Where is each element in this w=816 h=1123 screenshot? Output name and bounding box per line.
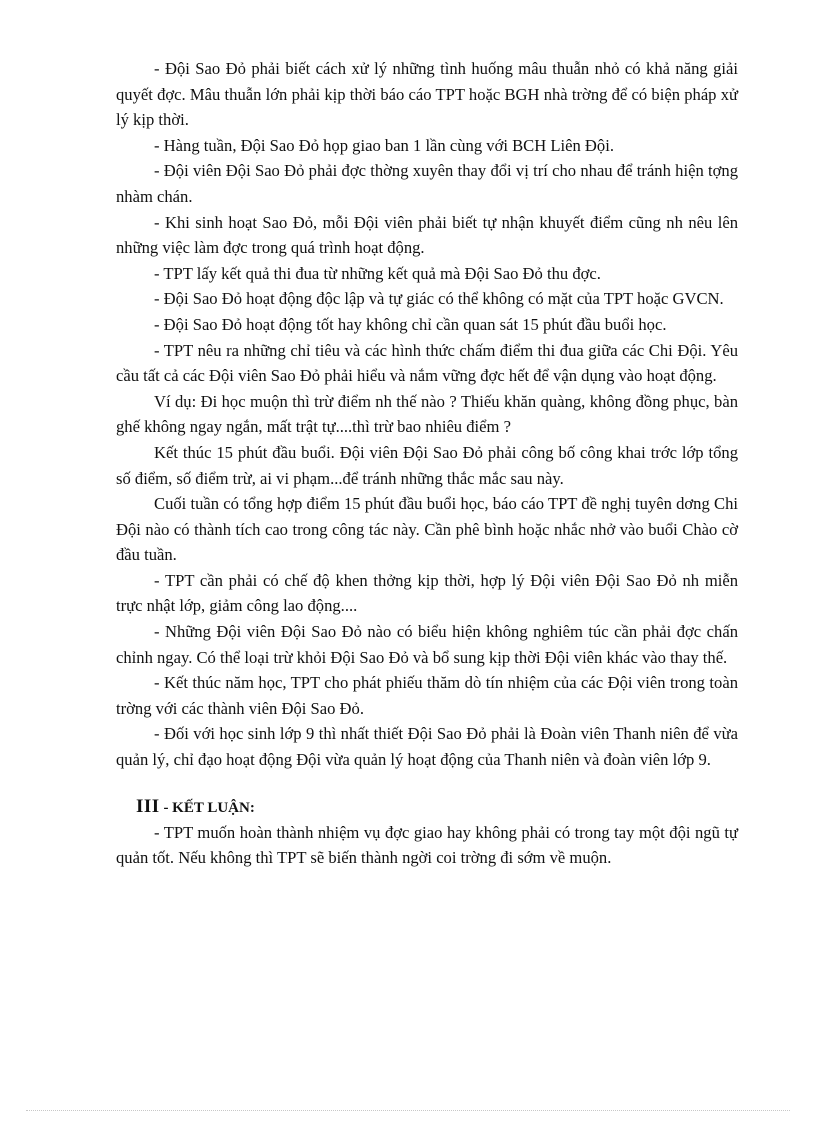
page-bottom-divider: [26, 1110, 790, 1111]
conclusion-paragraph: - TPT muốn hoàn thành nhiệm vụ đợc giao hay không phải có trong tay một đội ngũ tự quản tốt. Nếu không thì TPT sẽ biến thành ngời coi trờng đi sớm về muộn.: [116, 822, 738, 868]
paragraph-2: - Hàng tuần, Đội Sao Đỏ họp giao ban 1 lần cùng với BCH Liên Đội.: [154, 135, 614, 155]
paragraph-4: - Khi sinh hoạt Sao Đỏ, mỗi Đội viên phải biết tự nhận khuyết điểm cũng nh nêu lên những việc làm đợc trong quá trình hoạt động.: [116, 212, 738, 258]
paragraph-1: - Đội Sao Đỏ phải biết cách xử lý những tình huống mâu thuẫn nhỏ có khả năng giải quyết đợc. Mâu thuẫn lớn phải kịp thời báo cáo TPT hoặc BGH nhà trờng để có biện pháp xử lý kịp thời.: [116, 59, 738, 130]
paragraph-5: - TPT lấy kết quả thi đua từ những kết quả mà Đội Sao Đỏ thu đợc.: [154, 263, 601, 283]
paragraph-12: - TPT cần phải có chế độ khen thởng kịp thời, hợp lý Đội viên Đội Sao Đỏ nh miễn trực nhật lớp, giảm công lao động....: [116, 570, 738, 616]
paragraph-9: Ví dụ: Đi học muộn thì trừ điểm nh thế nào ? Thiếu khăn quàng, không đồng phục, bàn ghế không ngay ngắn, mất trật tự....thì trừ bao nhiêu điểm ?: [116, 391, 738, 437]
conclusion-roman-numeral: III: [136, 795, 160, 817]
paragraph-10: Kết thúc 15 phút đầu buổi. Đội viên Đội Sao Đỏ phải công bố công khai trớc lớp tổng số điểm, số điểm trừ, ai vi phạm...để tránh những thắc mắc sau này.: [116, 442, 738, 488]
paragraph-3: - Đội viên Đội Sao Đỏ phải đợc thờng xuyên thay đổi vị trí cho nhau để tránh hiện tợng nhàm chán.: [116, 161, 738, 206]
paragraph-11: Cuối tuần có tổng hợp điểm 15 phút đầu buổi học, báo cáo TPT đề nghị tuyên dơng Chi Đội nào có thành tích cao trong công tác này. Cần phê bình hoặc nhắc nhở vào buổi Chào cờ đầu tuần.: [116, 494, 738, 565]
conclusion-heading: [116, 795, 738, 820]
paragraph-13: - Những Đội viên Đội Sao Đỏ nào có biểu hiện không nghiêm túc cần phải đợc chấn chỉnh ngay. Có thể loại trừ khỏi Đội Sao Đỏ và bổ sung kịp thời Đội viên khác vào thay thế.: [116, 622, 738, 667]
conclusion-title: - KẾT LUẬN:: [159, 799, 255, 816]
paragraph-15: - Đối với học sinh lớp 9 thì nhất thiết Đội Sao Đỏ phải là Đoàn viên Thanh niên để vừa quản lý, chỉ đạo hoạt động Đội vừa quản lý hoạt động của Thanh niên và đoàn viên lớp 9.: [116, 724, 738, 770]
paragraph-6: - Đội Sao Đỏ hoạt động độc lập và tự giác có thể không có mặt của TPT hoặc GVCN.: [154, 289, 724, 309]
paragraph-14: - Kết thúc năm học, TPT cho phát phiếu thăm dò tín nhiệm của các Đội viên trong toàn trờng với các thành viên Đội Sao Đỏ.: [116, 673, 738, 718]
document-page: [116, 56, 738, 871]
paragraph-8: - TPT nêu ra những chỉ tiêu và các hình thức chấm điểm thi đua giữa các Chi Đội. Yêu cầu tất cả các Đội viên Sao Đỏ phải hiểu và nắm vững đợc hết để vận dụng vào hoạt động.: [116, 340, 738, 386]
paragraph-7: - Đội Sao Đỏ hoạt động tốt hay không chỉ cần quan sát 15 phút đầu buổi học.: [154, 314, 667, 334]
